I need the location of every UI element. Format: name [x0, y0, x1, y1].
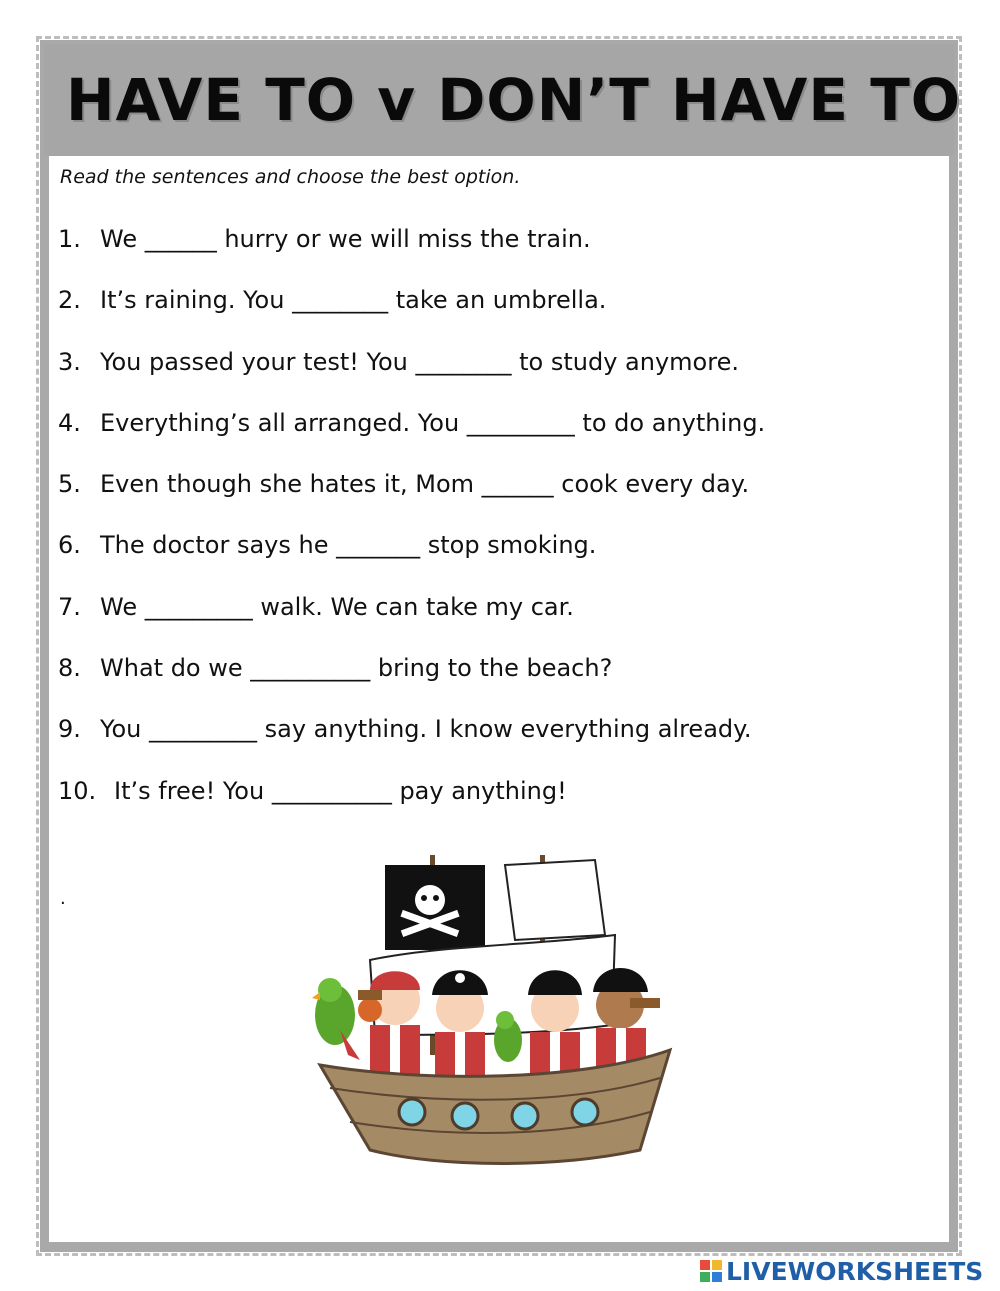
question-item: 8. What do we __________ bring to the beach?	[58, 654, 613, 683]
question-item: 5. Even though she hates it, Mom ______ cook every day.	[58, 470, 750, 499]
question-list	[58, 220, 948, 833]
page-title: HAVE TO v DON’T HAVE TO	[66, 66, 962, 134]
question-text: We _________ walk. We can take my car.	[100, 592, 574, 621]
brand-name: LIVEWORKSHEETS	[726, 1256, 984, 1286]
question-item: 4. Everything’s all arranged. You _________ to do anything.	[58, 408, 766, 437]
question-item: 9. You _________ say anything. I know everything already.	[58, 715, 752, 744]
question-text: We ______ hurry or we will miss the train.	[100, 225, 591, 253]
question-text: The doctor says he _______ stop smoking.	[100, 531, 597, 560]
stray-mark: .	[60, 888, 66, 909]
question-item: 10. It’s free! You __________ pay anything!	[58, 776, 567, 805]
question-text: Everything’s all arranged. You _________ to do anything.	[100, 408, 766, 437]
question-item: 7. We _________ walk. We can take my car.	[58, 592, 574, 621]
header-bar	[44, 44, 962, 156]
branding[interactable]	[700, 1256, 983, 1286]
question-item: 3. You passed your test! You ________ to study anymore.	[58, 347, 739, 376]
question-text: You passed your test! You ________ to study anymore.	[100, 347, 739, 376]
question-item: 6. The doctor says he _______ stop smoking.	[58, 531, 597, 560]
pirate-ship-illustration	[300, 850, 700, 1180]
liveworksheets-logo-icon	[700, 1260, 722, 1282]
question-text: What do we __________ bring to the beach?	[100, 654, 613, 683]
question-item: 2. It’s raining. You ________ take an umbrella.	[58, 286, 607, 315]
question-text: You _________ say anything. I know everything already.	[100, 715, 752, 744]
question-item: 1. We ______ hurry or we will miss the train.	[58, 225, 591, 253]
instructions: Read the sentences and choose the best option.	[60, 166, 521, 188]
question-text: It’s free! You __________ pay anything!	[114, 776, 567, 805]
question-text: It’s raining. You ________ take an umbrella.	[100, 286, 607, 315]
question-text: Even though she hates it, Mom ______ cook every day.	[100, 470, 750, 499]
